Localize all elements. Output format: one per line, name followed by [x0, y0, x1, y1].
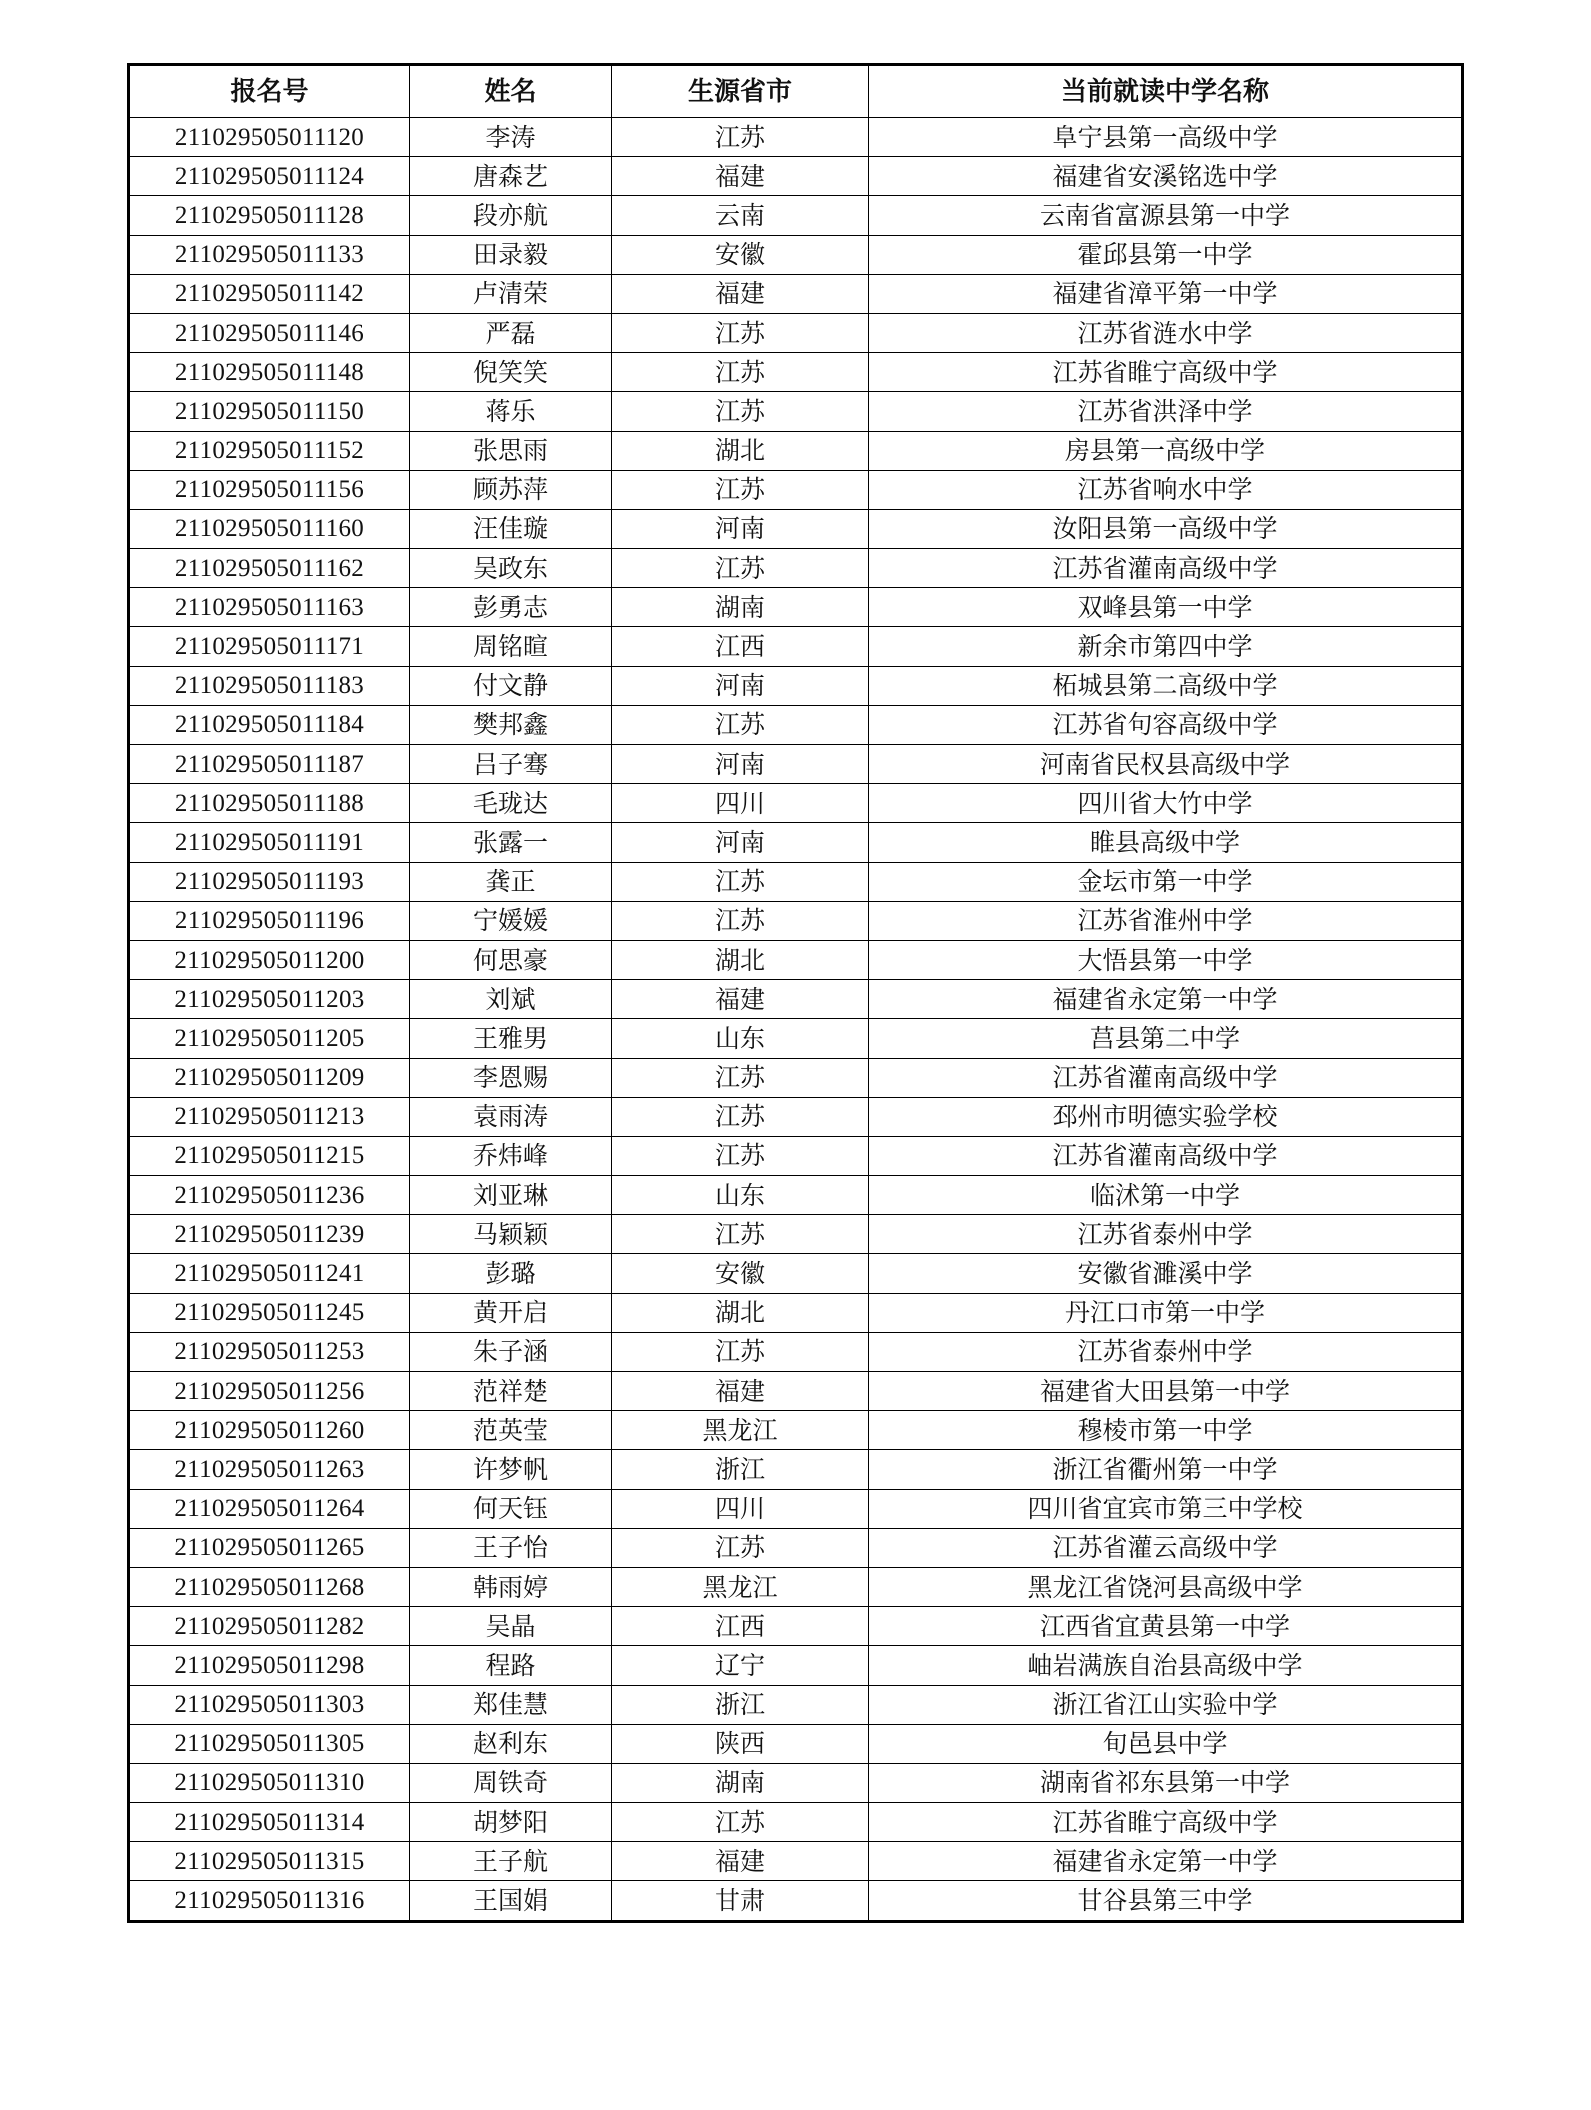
- source-province-cell: 甘肃: [612, 1881, 869, 1921]
- student-name-cell: 张露一: [410, 823, 612, 862]
- school-name-cell: 福建省大田县第一中学: [869, 1372, 1463, 1411]
- registration-number-cell: 211029505011183: [129, 666, 410, 705]
- registration-number-cell: 211029505011263: [129, 1450, 410, 1489]
- school-name-cell: 江苏省灌南高级中学: [869, 1058, 1463, 1097]
- registration-number-cell: 211029505011303: [129, 1685, 410, 1724]
- student-name-cell: 彭璐: [410, 1254, 612, 1293]
- student-name-cell: 乔炜峰: [410, 1136, 612, 1175]
- student-name-cell: 朱子涵: [410, 1332, 612, 1371]
- source-province-cell: 辽宁: [612, 1646, 869, 1685]
- registration-number-cell: 211029505011264: [129, 1489, 410, 1528]
- registration-number-cell: 211029505011314: [129, 1803, 410, 1842]
- source-province-cell: 江苏: [612, 1332, 869, 1371]
- student-name-cell: 赵利东: [410, 1724, 612, 1763]
- school-name-cell: 云南省富源县第一中学: [869, 196, 1463, 235]
- table-row: [129, 157, 1463, 196]
- student-name-cell: 付文静: [410, 666, 612, 705]
- registration-number-cell: 211029505011163: [129, 588, 410, 627]
- student-name-cell: 张思雨: [410, 431, 612, 470]
- school-name-cell: 江苏省灌云高级中学: [869, 1528, 1463, 1567]
- school-name-cell: 双峰县第一中学: [869, 588, 1463, 627]
- table-row: [129, 1607, 1463, 1646]
- source-province-cell: 湖北: [612, 940, 869, 979]
- source-province-cell: 河南: [612, 666, 869, 705]
- school-name-cell: 江苏省灌南高级中学: [869, 1136, 1463, 1175]
- table-body: [129, 118, 1463, 1922]
- registration-number-cell: 211029505011253: [129, 1332, 410, 1371]
- source-province-cell: 江苏: [612, 313, 869, 352]
- student-name-cell: 范祥楚: [410, 1372, 612, 1411]
- source-province-cell: 安徽: [612, 235, 869, 274]
- student-name-cell: 周铭暄: [410, 627, 612, 666]
- school-name-cell: 福建省漳平第一中学: [869, 274, 1463, 313]
- school-name-cell: 新余市第四中学: [869, 627, 1463, 666]
- source-province-cell: 福建: [612, 274, 869, 313]
- school-name-cell: 福建省永定第一中学: [869, 1842, 1463, 1881]
- source-province-cell: 江苏: [612, 901, 869, 940]
- source-province-cell: 江苏: [612, 353, 869, 392]
- school-name-cell: 丹江口市第一中学: [869, 1293, 1463, 1332]
- table-row: [129, 1097, 1463, 1136]
- registration-number-cell: 211029505011193: [129, 862, 410, 901]
- student-name-cell: 唐森艺: [410, 157, 612, 196]
- school-name-cell: 江西省宜黄县第一中学: [869, 1607, 1463, 1646]
- source-province-cell: 江苏: [612, 1136, 869, 1175]
- table-row: [129, 705, 1463, 744]
- registration-number-cell: 211029505011298: [129, 1646, 410, 1685]
- school-name-cell: 穆棱市第一中学: [869, 1411, 1463, 1450]
- header-registration-number: 报名号: [129, 65, 410, 118]
- registration-number-cell: 211029505011239: [129, 1215, 410, 1254]
- source-province-cell: 江苏: [612, 1215, 869, 1254]
- table-row: [129, 745, 1463, 784]
- source-province-cell: 福建: [612, 980, 869, 1019]
- registration-number-cell: 211029505011200: [129, 940, 410, 979]
- student-name-cell: 倪笑笑: [410, 353, 612, 392]
- registration-number-cell: 211029505011128: [129, 196, 410, 235]
- source-province-cell: 河南: [612, 823, 869, 862]
- source-province-cell: 江苏: [612, 1803, 869, 1842]
- school-name-cell: 霍邱县第一中学: [869, 235, 1463, 274]
- student-name-cell: 程路: [410, 1646, 612, 1685]
- source-province-cell: 江西: [612, 1607, 869, 1646]
- table-row: [129, 470, 1463, 509]
- student-name-cell: 吕子骞: [410, 745, 612, 784]
- registration-number-cell: 211029505011209: [129, 1058, 410, 1097]
- source-province-cell: 河南: [612, 509, 869, 548]
- registration-number-cell: 211029505011196: [129, 901, 410, 940]
- table-row: [129, 1881, 1463, 1921]
- header-name: 姓名: [410, 65, 612, 118]
- school-name-cell: 江苏省涟水中学: [869, 313, 1463, 352]
- school-name-cell: 金坛市第一中学: [869, 862, 1463, 901]
- table-row: [129, 901, 1463, 940]
- student-name-cell: 袁雨涛: [410, 1097, 612, 1136]
- table-row: [129, 1803, 1463, 1842]
- table-row: [129, 784, 1463, 823]
- source-province-cell: 四川: [612, 1489, 869, 1528]
- student-name-cell: 周铁奇: [410, 1763, 612, 1802]
- registration-number-cell: 211029505011316: [129, 1881, 410, 1921]
- school-name-cell: 岫岩满族自治县高级中学: [869, 1646, 1463, 1685]
- registration-number-cell: 211029505011215: [129, 1136, 410, 1175]
- source-province-cell: 安徽: [612, 1254, 869, 1293]
- table-row: [129, 1176, 1463, 1215]
- school-name-cell: 江苏省句容高级中学: [869, 705, 1463, 744]
- school-name-cell: 福建省永定第一中学: [869, 980, 1463, 1019]
- table-row: [129, 392, 1463, 431]
- source-province-cell: 江苏: [612, 392, 869, 431]
- table-row: [129, 588, 1463, 627]
- school-name-cell: 睢县高级中学: [869, 823, 1463, 862]
- school-name-cell: 甘谷县第三中学: [869, 1881, 1463, 1921]
- registration-number-cell: 211029505011191: [129, 823, 410, 862]
- table-row: [129, 1019, 1463, 1058]
- table-row: [129, 1254, 1463, 1293]
- student-name-cell: 卢清荣: [410, 274, 612, 313]
- table-row: [129, 666, 1463, 705]
- table-row: [129, 353, 1463, 392]
- source-province-cell: 河南: [612, 745, 869, 784]
- source-province-cell: 福建: [612, 1842, 869, 1881]
- student-name-cell: 王国娟: [410, 1881, 612, 1921]
- student-name-cell: 段亦航: [410, 196, 612, 235]
- student-name-cell: 刘亚琳: [410, 1176, 612, 1215]
- student-name-cell: 许梦帆: [410, 1450, 612, 1489]
- student-name-cell: 马颖颖: [410, 1215, 612, 1254]
- source-province-cell: 湖北: [612, 1293, 869, 1332]
- school-name-cell: 江苏省淮州中学: [869, 901, 1463, 940]
- school-name-cell: 江苏省响水中学: [869, 470, 1463, 509]
- student-name-cell: 吴晶: [410, 1607, 612, 1646]
- student-name-cell: 田录毅: [410, 235, 612, 274]
- school-name-cell: 浙江省衢州第一中学: [869, 1450, 1463, 1489]
- registration-number-cell: 211029505011184: [129, 705, 410, 744]
- table-row: [129, 1724, 1463, 1763]
- school-name-cell: 黑龙江省饶河县高级中学: [869, 1567, 1463, 1606]
- school-name-cell: 江苏省洪泽中学: [869, 392, 1463, 431]
- school-name-cell: 江苏省睢宁高级中学: [869, 1803, 1463, 1842]
- student-name-cell: 刘斌: [410, 980, 612, 1019]
- registration-number-cell: 211029505011203: [129, 980, 410, 1019]
- school-name-cell: 福建省安溪铭选中学: [869, 157, 1463, 196]
- school-name-cell: 江苏省泰州中学: [869, 1332, 1463, 1371]
- student-name-cell: 严磊: [410, 313, 612, 352]
- registration-number-cell: 211029505011188: [129, 784, 410, 823]
- school-name-cell: 汝阳县第一高级中学: [869, 509, 1463, 548]
- registration-number-cell: 211029505011305: [129, 1724, 410, 1763]
- registration-number-cell: 211029505011120: [129, 118, 410, 157]
- student-name-cell: 王子航: [410, 1842, 612, 1881]
- registration-number-cell: 211029505011205: [129, 1019, 410, 1058]
- student-name-cell: 范英莹: [410, 1411, 612, 1450]
- source-province-cell: 福建: [612, 1372, 869, 1411]
- table-row: [129, 940, 1463, 979]
- registration-number-cell: 211029505011241: [129, 1254, 410, 1293]
- source-province-cell: 江苏: [612, 549, 869, 588]
- table-row: [129, 1332, 1463, 1371]
- source-province-cell: 江苏: [612, 470, 869, 509]
- header-source-province: 生源省市: [612, 65, 869, 118]
- source-province-cell: 浙江: [612, 1450, 869, 1489]
- table-row: [129, 1450, 1463, 1489]
- registration-number-cell: 211029505011245: [129, 1293, 410, 1332]
- student-name-cell: 何天钰: [410, 1489, 612, 1528]
- registration-number-cell: 211029505011236: [129, 1176, 410, 1215]
- registration-number-cell: 211029505011268: [129, 1567, 410, 1606]
- registration-number-cell: 211029505011265: [129, 1528, 410, 1567]
- source-province-cell: 江苏: [612, 1528, 869, 1567]
- school-name-cell: 江苏省泰州中学: [869, 1215, 1463, 1254]
- table-row: [129, 431, 1463, 470]
- student-name-cell: 黄开启: [410, 1293, 612, 1332]
- student-name-cell: 王子怡: [410, 1528, 612, 1567]
- student-name-cell: 宁媛媛: [410, 901, 612, 940]
- table-row: [129, 1136, 1463, 1175]
- table-row: [129, 1842, 1463, 1881]
- table-row: [129, 980, 1463, 1019]
- registration-number-cell: 211029505011282: [129, 1607, 410, 1646]
- source-province-cell: 山东: [612, 1176, 869, 1215]
- table-row: [129, 823, 1463, 862]
- source-province-cell: 江苏: [612, 118, 869, 157]
- student-name-cell: 樊邦鑫: [410, 705, 612, 744]
- school-name-cell: 安徽省濉溪中学: [869, 1254, 1463, 1293]
- table-row: [129, 1489, 1463, 1528]
- source-province-cell: 江西: [612, 627, 869, 666]
- student-name-cell: 吴政东: [410, 549, 612, 588]
- registration-number-cell: 211029505011142: [129, 274, 410, 313]
- registration-number-cell: 211029505011133: [129, 235, 410, 274]
- registration-number-cell: 211029505011256: [129, 1372, 410, 1411]
- source-province-cell: 四川: [612, 784, 869, 823]
- table-row: [129, 549, 1463, 588]
- student-name-cell: 郑佳慧: [410, 1685, 612, 1724]
- registration-number-cell: 211029505011310: [129, 1763, 410, 1802]
- student-name-cell: 胡梦阳: [410, 1803, 612, 1842]
- registration-number-cell: 211029505011150: [129, 392, 410, 431]
- student-name-cell: 李恩赐: [410, 1058, 612, 1097]
- school-name-cell: 临沭第一中学: [869, 1176, 1463, 1215]
- table-row: [129, 313, 1463, 352]
- school-name-cell: 四川省大竹中学: [869, 784, 1463, 823]
- student-name-cell: 龚正: [410, 862, 612, 901]
- table-row: [129, 1293, 1463, 1332]
- source-province-cell: 江苏: [612, 1097, 869, 1136]
- source-province-cell: 山东: [612, 1019, 869, 1058]
- school-name-cell: 大悟县第一中学: [869, 940, 1463, 979]
- student-name-cell: 何思豪: [410, 940, 612, 979]
- source-province-cell: 江苏: [612, 705, 869, 744]
- student-name-cell: 李涛: [410, 118, 612, 157]
- source-province-cell: 黑龙江: [612, 1567, 869, 1606]
- source-province-cell: 湖北: [612, 431, 869, 470]
- table-row: [129, 1763, 1463, 1802]
- school-name-cell: 江苏省睢宁高级中学: [869, 353, 1463, 392]
- source-province-cell: 浙江: [612, 1685, 869, 1724]
- table-row: [129, 1646, 1463, 1685]
- table-row: [129, 1685, 1463, 1724]
- school-name-cell: 江苏省灌南高级中学: [869, 549, 1463, 588]
- school-name-cell: 邳州市明德实验学校: [869, 1097, 1463, 1136]
- table-row: [129, 1215, 1463, 1254]
- table-row: [129, 627, 1463, 666]
- source-province-cell: 陕西: [612, 1724, 869, 1763]
- header-current-school: 当前就读中学名称: [869, 65, 1463, 118]
- source-province-cell: 黑龙江: [612, 1411, 869, 1450]
- registration-number-cell: 211029505011187: [129, 745, 410, 784]
- registration-number-cell: 211029505011162: [129, 549, 410, 588]
- student-name-cell: 汪佳璇: [410, 509, 612, 548]
- source-province-cell: 云南: [612, 196, 869, 235]
- student-name-cell: 蒋乐: [410, 392, 612, 431]
- school-name-cell: 四川省宜宾市第三中学校: [869, 1489, 1463, 1528]
- table-row: [129, 1372, 1463, 1411]
- table-row: [129, 862, 1463, 901]
- table-row: [129, 1058, 1463, 1097]
- table-row: [129, 235, 1463, 274]
- registration-number-cell: 211029505011152: [129, 431, 410, 470]
- source-province-cell: 江苏: [612, 1058, 869, 1097]
- registration-number-cell: 211029505011171: [129, 627, 410, 666]
- student-name-cell: 毛珑达: [410, 784, 612, 823]
- table-row: [129, 1567, 1463, 1606]
- registration-number-cell: 211029505011213: [129, 1097, 410, 1136]
- student-name-cell: 顾苏萍: [410, 470, 612, 509]
- source-province-cell: 湖南: [612, 588, 869, 627]
- registration-number-cell: 211029505011160: [129, 509, 410, 548]
- student-name-cell: 彭勇志: [410, 588, 612, 627]
- source-province-cell: 湖南: [612, 1763, 869, 1802]
- table-row: [129, 118, 1463, 157]
- school-name-cell: 浙江省江山实验中学: [869, 1685, 1463, 1724]
- table-row: [129, 196, 1463, 235]
- school-name-cell: 河南省民权县高级中学: [869, 745, 1463, 784]
- school-name-cell: 湖南省祁东县第一中学: [869, 1763, 1463, 1802]
- table-row: [129, 1528, 1463, 1567]
- registration-number-cell: 211029505011124: [129, 157, 410, 196]
- school-name-cell: 房县第一高级中学: [869, 431, 1463, 470]
- table-row: [129, 509, 1463, 548]
- registration-number-cell: 211029505011260: [129, 1411, 410, 1450]
- source-province-cell: 福建: [612, 157, 869, 196]
- registration-number-cell: 211029505011148: [129, 353, 410, 392]
- table-row: [129, 274, 1463, 313]
- school-name-cell: 旬邑县中学: [869, 1724, 1463, 1763]
- student-name-cell: 韩雨婷: [410, 1567, 612, 1606]
- school-name-cell: 柘城县第二高级中学: [869, 666, 1463, 705]
- source-province-cell: 江苏: [612, 862, 869, 901]
- school-name-cell: 阜宁县第一高级中学: [869, 118, 1463, 157]
- table-row: [129, 1411, 1463, 1450]
- admission-roster-table: [127, 63, 1464, 1923]
- table-header-row: [129, 65, 1463, 118]
- registration-number-cell: 211029505011146: [129, 313, 410, 352]
- registration-number-cell: 211029505011315: [129, 1842, 410, 1881]
- student-name-cell: 王雅男: [410, 1019, 612, 1058]
- registration-number-cell: 211029505011156: [129, 470, 410, 509]
- school-name-cell: 莒县第二中学: [869, 1019, 1463, 1058]
